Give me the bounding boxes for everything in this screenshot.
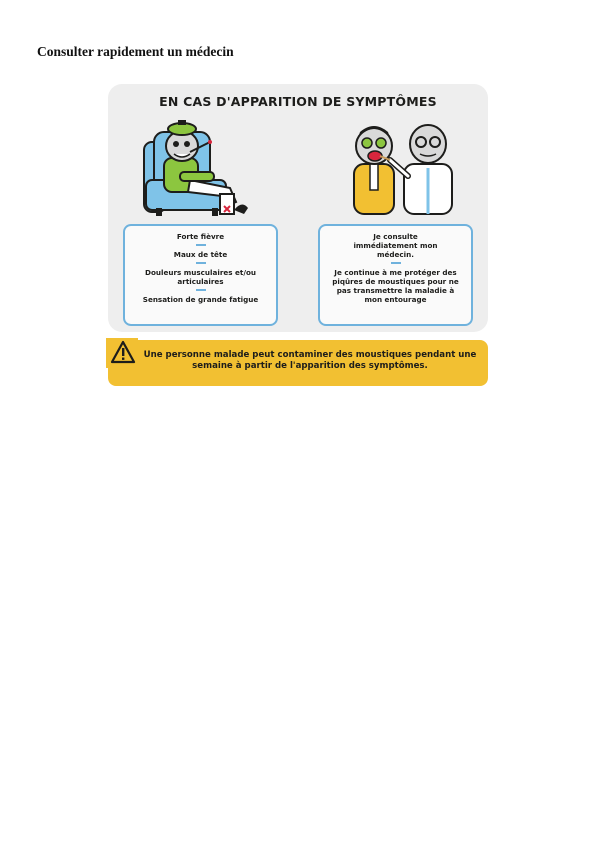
warning-triangle-icon <box>110 340 136 364</box>
warning-banner <box>108 340 488 386</box>
separator <box>196 262 206 264</box>
infographic-title: EN CAS D'APPARITION DE SYMPTÔMES <box>159 94 437 109</box>
separator <box>391 262 401 264</box>
symptom-item: Maux de tête <box>173 250 228 259</box>
symptoms-box <box>123 224 278 326</box>
separator <box>196 244 206 246</box>
action-item: Je consulte immédiatement mon médecin. <box>353 232 438 259</box>
symptoms-infographic <box>108 84 488 332</box>
warning-text: Une personne malade peut contaminer des moustiques pendant une semaine à partir de l'apparition des symptômes. <box>143 350 477 371</box>
action-item: Je continue à me protéger des piqûres de moustiques pour ne pas transmettre la maladie à mon entourage <box>332 268 459 304</box>
symptom-item: Forte fièvre <box>176 232 225 241</box>
symptom-item: Douleurs musculaires et/ou articulaires <box>144 268 257 286</box>
actions-box <box>318 224 473 326</box>
separator <box>196 289 206 291</box>
doctor-patient-illustration <box>348 120 464 216</box>
page-title: Consulter rapidement un médecin <box>37 44 234 59</box>
symptom-item: Sensation de grande fatigue <box>142 295 259 304</box>
sick-person-in-armchair-illustration <box>140 114 262 220</box>
